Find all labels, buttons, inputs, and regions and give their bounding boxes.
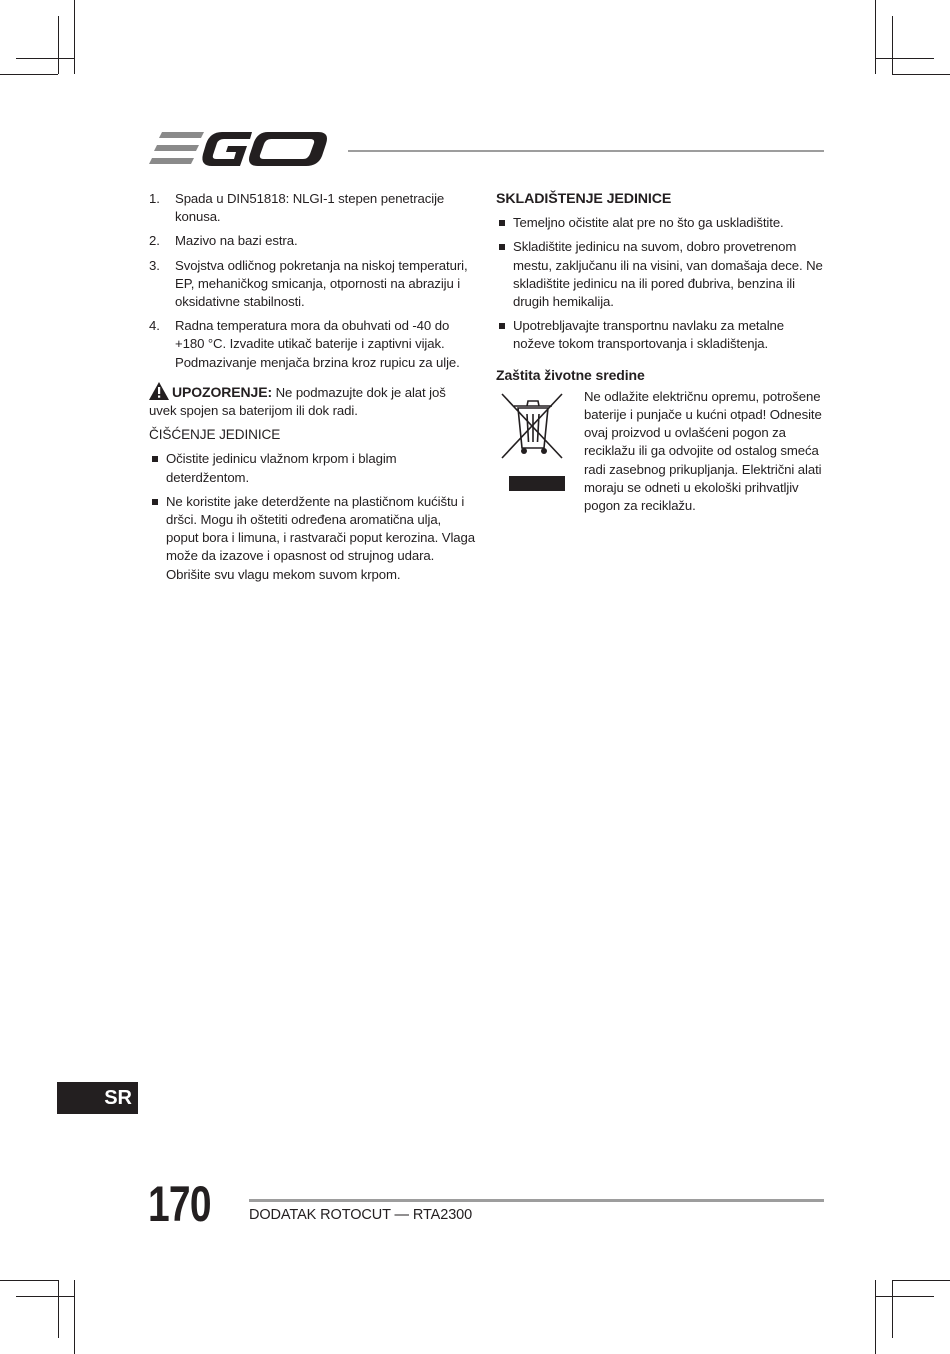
footer-rule: [249, 1199, 824, 1202]
crop-mark: [74, 0, 75, 74]
ego-logo: [148, 128, 332, 172]
environment-text: Ne odlažite električnu opremu, potrošene baterije i punjače u kućni otpad! Odnesite ovaj proizvod u ovlašćeni pogon za reciklažu ili ga odvojite od ostalog smeća radi zasebnog prikupljanja. Električni alati moraju se odneti u ekološki prihvatljiv pogon za reciklažu.: [584, 388, 822, 514]
crop-mark: [875, 1280, 876, 1354]
crop-mark: [892, 1280, 893, 1338]
crossed-out-bin-icon: [500, 392, 564, 460]
crop-mark: [892, 74, 950, 75]
list-item-number: 2.: [149, 233, 160, 249]
crop-mark: [58, 1280, 59, 1338]
header-rule: [348, 150, 824, 152]
crop-mark: [58, 16, 59, 74]
list-item: Skladištite jedinicu na suvom, dobro provetrenom mestu, zaključanu ili na visini, van domašaja dece. Ne skladištite jedinicu na ili pored đubriva, benzina ili drugih hemikalija.: [496, 238, 826, 311]
list-item: Temeljno očistite alat pre no što ga uskladištite.: [496, 214, 826, 232]
crop-mark: [876, 58, 934, 59]
document-title: DODATAK ROTOCUT — RTA2300: [249, 1207, 473, 1223]
crop-mark: [892, 1280, 950, 1281]
list-item: [149, 257, 475, 312]
storage-list: [496, 214, 826, 353]
crop-mark: [892, 16, 893, 74]
bin-underline-bar: [509, 476, 565, 491]
crop-mark: [16, 1296, 74, 1297]
crop-mark: [876, 1296, 934, 1297]
page-number: 170: [148, 1176, 211, 1232]
list-item: [149, 232, 475, 250]
warning-text: Ne podmazujte dok je alat još uvek spojen sa baterijom ili dok radi.: [149, 384, 446, 419]
warning-notice: [149, 382, 475, 420]
language-tab: SR: [57, 1082, 138, 1114]
environment-section: [496, 388, 826, 515]
cleaning-heading: ČIŠĆENJE JEDINICE: [149, 427, 281, 443]
crop-mark: [875, 0, 876, 74]
right-column: [496, 190, 826, 515]
list-item: [149, 190, 475, 226]
crop-mark: [0, 74, 58, 75]
warning-triangle-icon: [149, 382, 169, 400]
list-item: Očistite jedinicu vlažnom krpom i blagim deterdžentom.: [149, 450, 475, 486]
crop-mark: [74, 1280, 75, 1354]
left-column: [149, 190, 475, 590]
list-item-number: 3.: [149, 257, 160, 273]
crop-mark: [0, 1280, 58, 1281]
storage-heading: SKLADIŠTENJE JEDINICE: [496, 191, 672, 207]
lubricant-spec-list: [149, 190, 475, 372]
crop-mark: [16, 58, 74, 59]
list-item-number: 1.: [149, 191, 160, 206]
list-item: [149, 317, 475, 372]
cleaning-list: [149, 450, 475, 583]
list-item-text: Svojstva odličnog pokretanja na niskoj temperaturi, EP, mehaničkog smicanja, otpornosti na abraziju i oksidativne stabilnosti.: [175, 257, 468, 310]
list-item-number: 4.: [149, 318, 160, 334]
list-item-text: Spada u DIN51818: NLGI-1 stepen penetracije konusa.: [175, 191, 445, 225]
environment-heading: Zaštita životne sredine: [496, 366, 645, 383]
list-item: Ne koristite jake deterdžente na plastičnom kućištu i dršci. Mogu ih oštetiti određena aromatična ulja, poput bora i limuna, i rastvarači poput kerozina. Vlaga može da izazove i opasnost od strujnog udara. Obrišite svu vlagu mekom suvom krpom.: [149, 493, 475, 584]
warning-label: UPOZORENJE:: [172, 383, 273, 400]
list-item-text: Mazivo na bazi estra.: [175, 233, 298, 249]
list-item-text: Radna temperatura mora da obuhvati od -40 do +180 °C. Izvadite utikač baterije i zaptivni vijak. Podmazivanje menjača brzina kroz rupicu za ulje.: [175, 318, 460, 370]
list-item: Upotrebljavajte transportnu navlaku za metalne noževe tokom transportovanja i skladištenja.: [496, 317, 826, 353]
